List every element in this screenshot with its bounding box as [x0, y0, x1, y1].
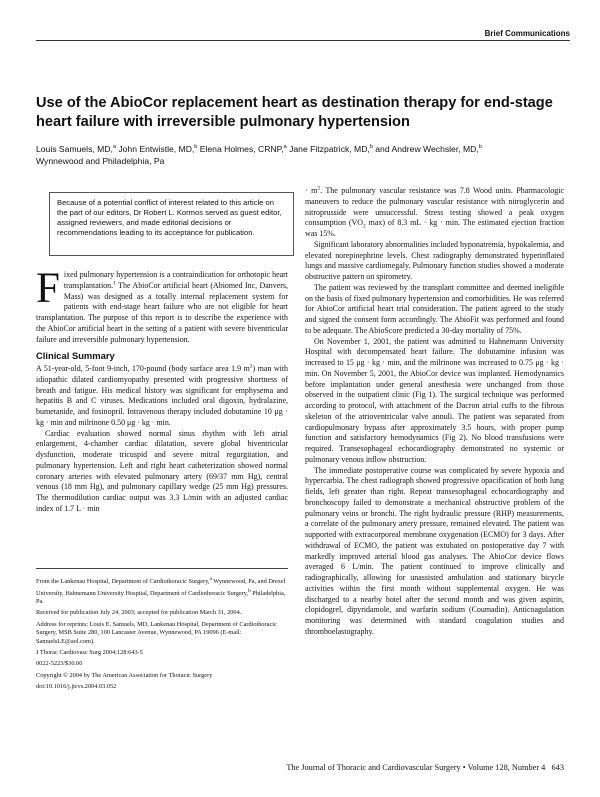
author-name: John Entwistle, MD,: [115, 143, 195, 154]
reprint-address: Address for reprints: Louis E. Samuels, MD, Lankenau Hospital, Department of Cardiothoracic Surgery, MSB Suite 280, 100 Lancaster Avenue, Wynnewood, PA 19096 (E-mail: SamuelsLE@aol.com).: [36, 620, 277, 645]
author-list: [36, 141, 566, 167]
intro-text-rest: The AbioCor artificial heart (Abiomed Inc, Danvers, Mass) was designed as a totally internal replacement system for patients with end-stage heart failure who are not eligible for heart transplantation. The purpose of this report is to describe the experience with the AbioCor artificial heart in the setting of a patient with severe biventricular failure and irreversible pulmonary hypertension.: [36, 280, 288, 344]
affiliation-marker: b: [478, 144, 482, 150]
section-heading: Clinical Summary: [36, 350, 115, 362]
page-footer: [286, 763, 564, 772]
conflict-of-interest-box: Because of a potential conflict of interest related to this article on the part of our editors, Dr Robert L. Kormos served as guest editor, assigned reviewers, and made editorial decisions or recommendations leading to its acceptance for publication.: [49, 192, 294, 256]
received-note: Received for publication July 24, 2003; accepted for publication March 31, 2004.: [36, 609, 242, 617]
affiliation-marker: a: [283, 144, 287, 150]
intro-text: ixed pulmonary hypertension is a contraindication for orthotopic heart transplantation.: [63, 270, 288, 290]
doi-note: doi:10.1016/j.jtcvs.2004.03.052: [36, 683, 117, 691]
body-paragraph: On November 1, 2001, the patient was admitted to Hahnemann University Hospital with decompensated heart failure. The dobutamine infusion was increased to 15 μg · kg · min, and the milrinone was increased to 0.75 μg · kg · min. On November 5, 2001, the AbioCor device was implanted. Hemodynamics before implantation under general anesthesia were unchanged from those observed in the outpatient clinic (Fig 1). The surgical technique was performed according to protocol, with attachment of the Dacron atrial cuffs to the fibrous skeleton of the atrioventricular valve annuli. The patient was separated from cardiopulmonary bypass after approximately 3.5 hours, with proper pump function and satisfactory hemodynamics (Fig 2). No blood transfusions were required. Transesophageal echocardiography demonstrated no systemic or pulmonary venous inflow obstruction.: [305, 336, 564, 464]
drop-cap: F: [36, 265, 60, 312]
body-paragraph: The patient was reviewed by the transplant committee and deemed ineligible on the basis of fixed pulmonary hypertension and comorbidities. He was referred for AbioCor artificial heart trial consideration. The patient agreed to the study and signed the consent form accordingly. The AbioFit was performed and found to be adequate. The AbioScore predicted a 30-day mortality of 75%.: [305, 282, 564, 335]
affiliation-note: From the Lankenau Hospital, Department of Cardiothoracic Surgery,$^a$ Wynnewood, Pa, and Drexel University, Hahnemann University Hospital, Department of Cardiothoracic Surgery,$^b$ Philadelphia, Pa.: [36, 576, 286, 605]
affiliation-marker: a: [112, 144, 116, 150]
section-label: Brief Communications: [484, 29, 570, 38]
reference-marker: 1: [113, 280, 116, 287]
intro-paragraph: [36, 265, 288, 345]
body-paragraph: Significant laboratory abnormalities included hyponatremia, hypokalemia, and elevated norepinephrine levels. Chest radiography demonstrated hyperinflated lungs and massive cardiomegaly. Pulmonary function studies showed a moderate obstructive pattern on spirometry.: [305, 239, 564, 281]
affiliation-marker: b: [194, 144, 198, 150]
issn-note: 0022-5223/$30.00: [36, 660, 83, 668]
page-number: 643: [551, 763, 564, 772]
copyright-note: Copyright © 2004 by The American Association for Thoracic Surgery: [36, 671, 213, 679]
left-column: [36, 265, 289, 515]
affiliation-marker: b: [369, 144, 373, 150]
footnotes: [36, 568, 288, 695]
body-paragraph: · $m^2$. The pulmonary vascular resistance was 7.8 Wood units. Pharmacologic maneuvers to reduce the pulmonary vascular resistance with nitroglycerin and nitroprusside were unsuccessful. Stress testing showed a peak oxygen consumption ($VO_2$ max) of 8.3 mL · kg · min. The estimated ejection fraction was 15%.: [305, 185, 564, 238]
right-column: [305, 186, 564, 638]
header-rule: [36, 40, 570, 41]
body-paragraph: A 51-year-old, 5-foot 9-inch, 170-pound (body surface area 1.9 $m^2$) man with idiopathic dilated cardiomyopathy presented with progressive shortness of breath and fatigue. His medical history was significant for emphysema and hepatitis B and C viruses. Medications included oral digoxin, hydralazine, bumetanide, and fosinopril. Intravenous therapy included dobutamine 10 μg · kg · min and milrinone 0.50 μg · kg · min.: [36, 363, 289, 427]
article-title: Use of the AbioCor replacement heart as destination therapy for end-stage heart failure with irreversible pulmonary hypertension: [36, 95, 553, 130]
author-location: Wynnewood and Philadelphia, Pa: [36, 155, 165, 166]
journal-name: The Journal of Thoracic and Cardiovascular Surgery • Volume 128, Number 4: [286, 763, 546, 772]
author-name: Elena Holmes, CRNP,: [197, 143, 284, 154]
author-name: and Andrew Wechsler, MD,: [372, 143, 479, 154]
body-paragraph: Cardiac evaluation showed normal sinus rhythm with left atrial enlargement, 4-chamber cardiac dilatation, severe global biventricular dysfunction, moderate tricuspid and severe mitral regurgitation, and pulmonary hypertension. Left and right heart catheterization showed normal coronary arteries with elevated pulmonary artery (69/37 mm Hg), central venous (18 mm Hg), and pulmonary capillary wedge (25 mm Hg) pressures. The thermodilution cardiac output was 3.3 L/min with an adjusted cardiac index of 1.7 L · min: [36, 428, 288, 513]
body-paragraph: The immediate postoperative course was complicated by severe hypoxia and hypercarbia. The chest radiograph showed progressive opacification of both lung fields, left greater than right. Repeat transesophageal echocardiography and bronchoscopy failed to demonstrate a mechanical obstructive problem of the pulmonary veins or bronchi. The right hydraulic pressure (RHP) measurements, a correlate of the pulmonary artery pressure, remained elevated. The patient was supported with extracorporeal membrane oxygenation (ECMO) for 3 days. After withdrawal of ECMO, the patient was extubated on postoperative day 7 with markedly improved arterial blood gas analyses. The AbioCor device flows averaged 6 L/min. The patient continued to improve clinically and radiographically, allowing for unassisted ambulation and stationary bicycle activities within the first month without supplemental oxygen. He was discharged to a nearby hotel after the second month and was given aspirin, clopidogrel, dipyridamole, and warfarin sodium (Coumadin). Anticoagulation monitoring was determined with standard coagulation studies and thromboelastography.: [305, 465, 564, 636]
citation-note: J Thorac Cardiovasc Surg 2004;128:643-5: [36, 649, 143, 657]
author-name: Jane Fitzpatrick, MD,: [286, 143, 370, 154]
author-name: Louis Samuels, MD,: [36, 143, 113, 154]
